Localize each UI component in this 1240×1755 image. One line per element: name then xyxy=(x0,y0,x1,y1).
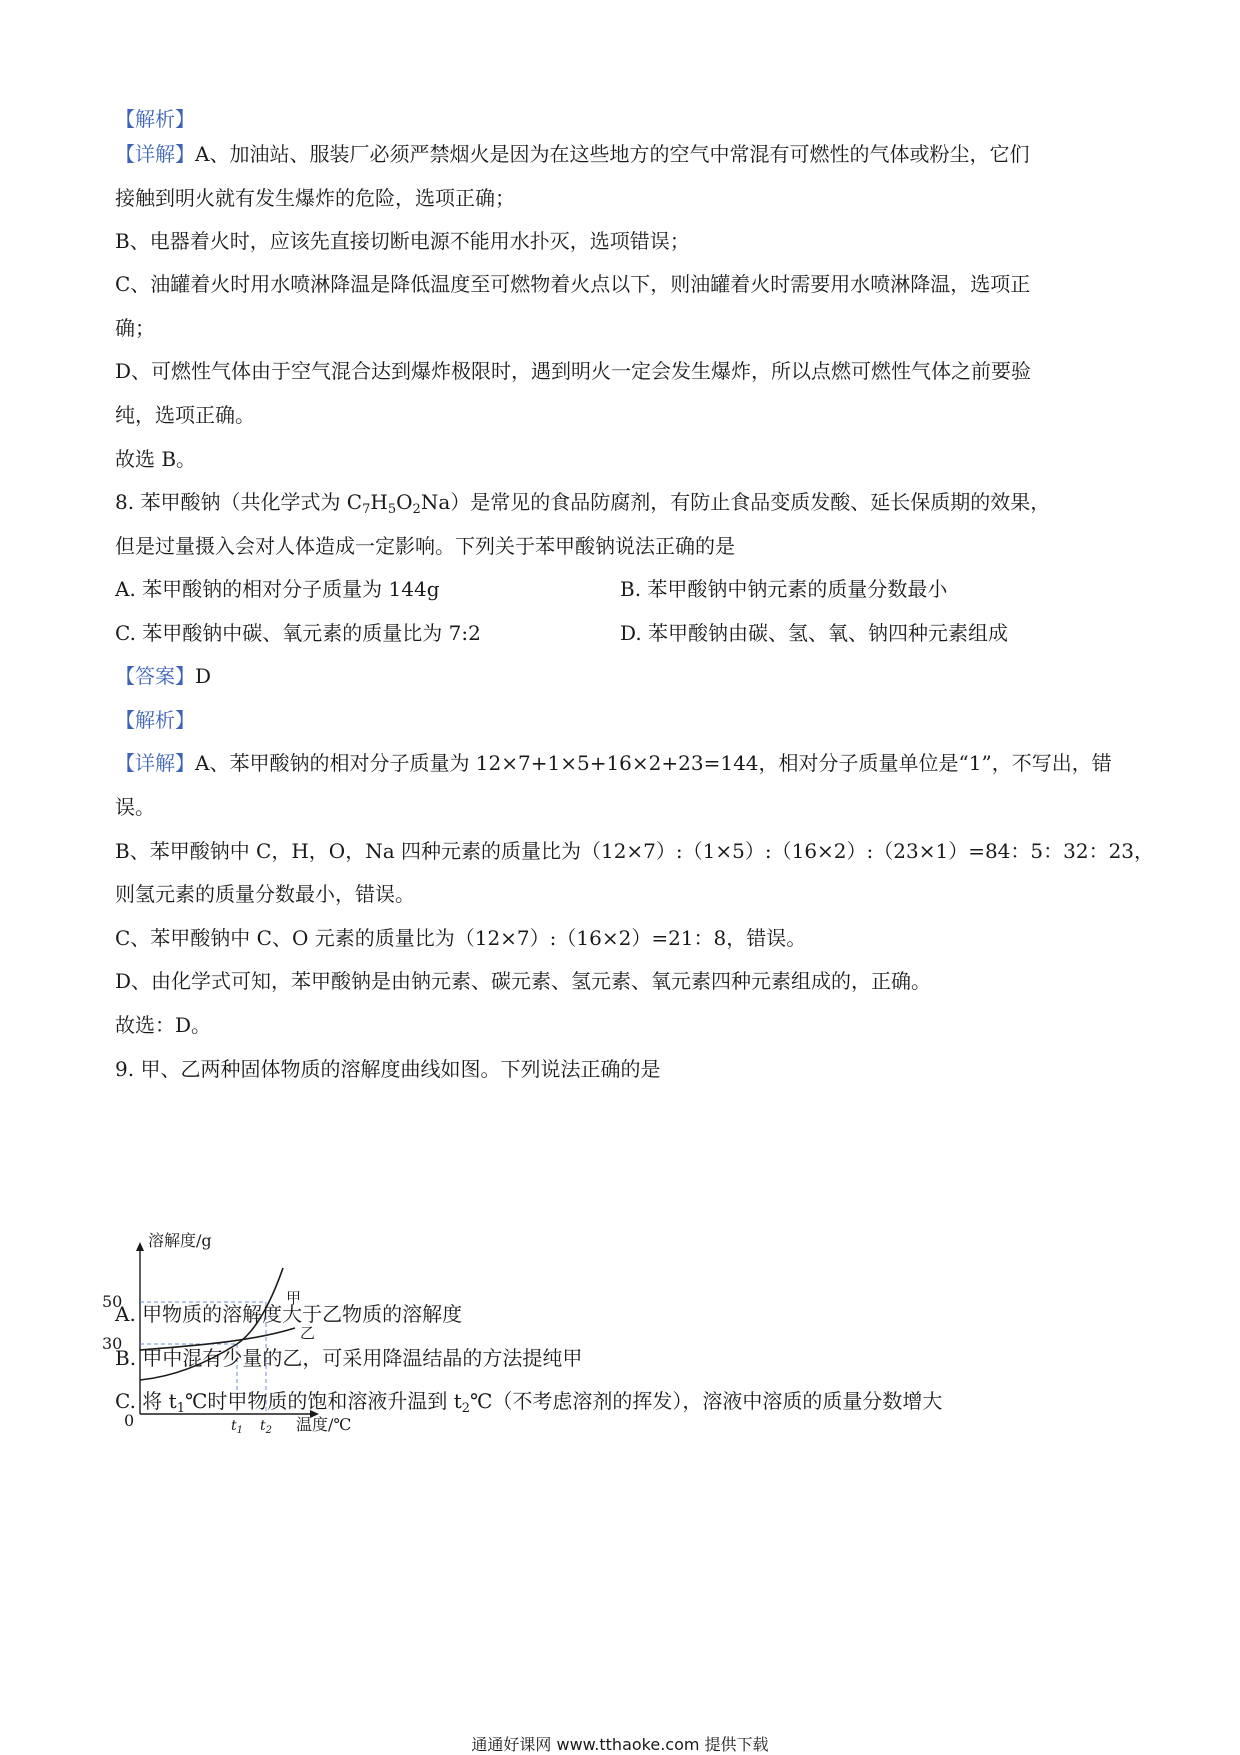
q9-option-c xyxy=(115,1387,942,1415)
detail-text: A、苯甲酸钠的相对分子质量为 12×7+1×5+16×2+23=144，相对分子质量单位是“1”，不写出，错 xyxy=(195,751,1112,775)
q8-answer xyxy=(115,662,211,690)
y-axis-label: 溶解度/g xyxy=(148,1231,212,1250)
detail-line-2: 接触到明火就有发生爆炸的危险，选项正确； xyxy=(115,186,515,210)
formula-o: O xyxy=(396,490,413,514)
formula-sub: 2 xyxy=(412,502,421,517)
q9-option-a: A. 甲物质的溶解度大于乙物质的溶解度 xyxy=(115,1302,463,1326)
q8-option-b: B. 苯甲酸钠中钠元素的质量分数最小 xyxy=(620,577,948,601)
q9-sub-2: 2 xyxy=(461,1401,471,1416)
x-tick-t1: $t_1$ xyxy=(231,1418,244,1436)
q8-stem-post: Na）是常见的食品防腐剂，有防止食品变质发酸、延长保质期的效果， xyxy=(420,490,1051,514)
origin-label: 0 xyxy=(124,1411,135,1430)
q8-detail-a-2: 误。 xyxy=(115,795,155,819)
answer-value: D xyxy=(195,664,212,688)
q9-option-c-mid: ℃时甲物质的饱和溶液升温到 t xyxy=(184,1389,462,1413)
q8-stem-pre: 8. 苯甲酸钠（共化学式为 C xyxy=(115,490,363,514)
q9-sub-1: 1 xyxy=(176,1401,185,1416)
series-yi-label: 乙 xyxy=(300,1324,316,1342)
x-axis-label: 温度/℃ xyxy=(296,1415,352,1434)
option-d-explain-1: D、可燃性气体由于空气混合达到爆炸极限时，遇到明火一定会发生爆炸，所以点燃可燃性气体之前要验 xyxy=(115,359,1032,383)
detail-tag: 【详解】 xyxy=(115,751,195,775)
q8-option-a: A. 苯甲酸钠的相对分子质量为 144g xyxy=(115,577,440,601)
x-tick-t2: $t_2$ xyxy=(260,1418,273,1436)
q9-option-c-pre: C. 将 t xyxy=(115,1389,177,1413)
detail-text: A、加油站、服装厂必须严禁烟火是因为在这些地方的空气中常混有可燃性的气体或粉尘，它们 xyxy=(195,142,1030,166)
option-d-explain-2: 纯，选项正确。 xyxy=(115,403,255,427)
q8-detail-b-2: 则氢元素的质量分数最小，错误。 xyxy=(115,882,415,906)
q8-option-d: D. 苯甲酸钠由碳、氢、氧、钠四种元素组成 xyxy=(620,621,1009,645)
q8-detail-d: D、由化学式可知，苯甲酸钠是由钠元素、碳元素、氢元素、氧元素四种元素组成的，正确。 xyxy=(115,969,932,993)
q9-stem: 9. 甲、乙两种固体物质的溶解度曲线如图。下列说法正确的是 xyxy=(115,1057,661,1081)
answer-tag: 【答案】 xyxy=(115,664,195,688)
formula-sub: 5 xyxy=(387,502,397,517)
q8-analysis-tag: 【解析】 xyxy=(115,708,195,732)
q8-option-c: C. 苯甲酸钠中碳、氧元素的质量比为 7:2 xyxy=(115,621,481,645)
formula-sub: 7 xyxy=(362,502,371,517)
q8-detail-a-1 xyxy=(115,749,1112,777)
detail-tag: 【详解】 xyxy=(115,142,195,166)
option-c-explain-2: 确； xyxy=(115,316,155,340)
option-b-explain: B、电器着火时，应该先直接切断电源不能用水扑灭，选项错误； xyxy=(115,229,690,253)
q9-option-c-post: ℃（不考虑溶剂的挥发），溶液中溶质的质量分数增大 xyxy=(470,1389,943,1413)
choose-line: 故选 B。 xyxy=(115,447,197,471)
q8-choose: 故选：D。 xyxy=(115,1013,212,1037)
option-c-explain-1: C、油罐着火时用水喷淋降温是降低温度至可燃物着火点以下，则油罐着火时需要用水喷淋降温，选项正 xyxy=(115,272,1031,296)
q8-detail-b-1: B、苯甲酸钠中 C，H，O，Na 四种元素的质量比为（12×7）:（1×5）:（16×2）:（23×1）=84：5：32：23， xyxy=(115,839,1155,863)
footer-source: 通通好课网 www.tthaoke.com 提供下载 xyxy=(471,1735,769,1754)
series-jia-label: 甲 xyxy=(286,1289,302,1307)
y-tick-50: 50 xyxy=(102,1292,123,1311)
q8-stem-1 xyxy=(115,488,1050,516)
formula-h: H xyxy=(370,490,388,514)
q8-stem-2: 但是过量摄入会对人体造成一定影响。下列关于苯甲酸钠说法正确的是 xyxy=(115,534,735,558)
y-tick-30: 30 xyxy=(102,1334,123,1353)
q8-detail-c: C、苯甲酸钠中 C、O 元素的质量比为（12×7）:（16×2）=21：8，错误。 xyxy=(115,926,807,950)
y-axis-arrow xyxy=(136,1242,144,1251)
detail-line-1 xyxy=(115,140,1029,168)
analysis-tag: 【解析】 xyxy=(115,107,195,131)
q9-option-b: B. 甲中混有少量的乙，可采用降温结晶的方法提纯甲 xyxy=(115,1346,583,1370)
